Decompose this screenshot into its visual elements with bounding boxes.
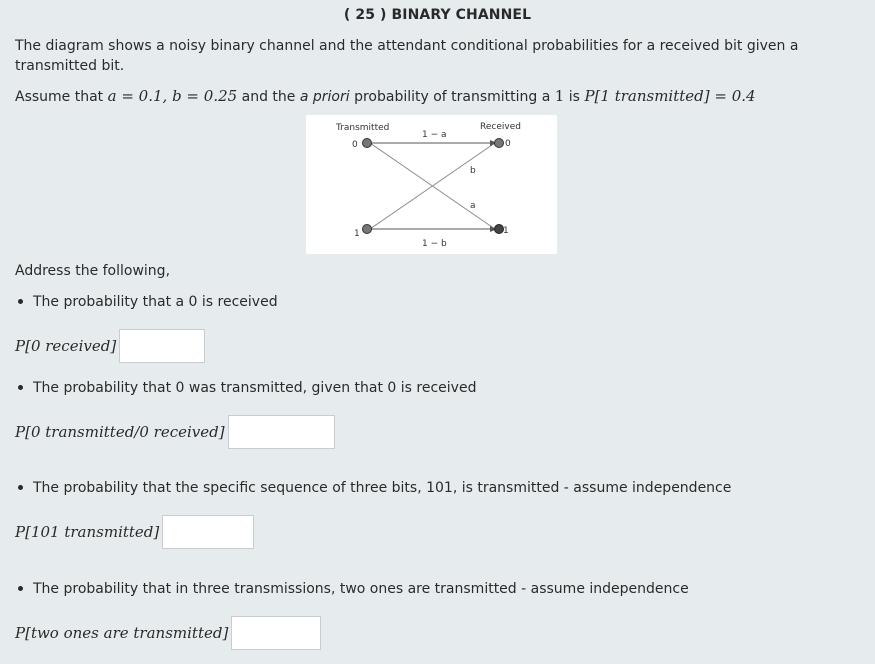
assume-middle: and the — [237, 89, 300, 105]
assume-one: 1 — [554, 87, 565, 105]
question-2-text: The probability that 0 was transmitted, given that 0 is received — [15, 380, 476, 396]
question-3-text: The probability that the specific sequence of three bits, 101, is transmitted - assume independence — [15, 480, 731, 496]
bullet-icon — [18, 385, 23, 390]
assumption-text — [15, 86, 756, 107]
diagram-t1-label: 1 — [354, 229, 360, 239]
diagram-t0-label: 0 — [352, 140, 358, 150]
intro-text: The diagram shows a noisy binary channel and the attendant conditional probabilities for a received bit given a transmitted bit. — [15, 38, 799, 74]
answer-input-1[interactable] — [119, 329, 205, 363]
diagram-1-minus-a-label: 1 − a — [422, 130, 447, 140]
question-1-text: The probability that a 0 is received — [15, 294, 278, 310]
answer-label-2: P[0 transmitted/0 received] — [15, 423, 225, 441]
diagram-transmitted-label: Transmitted — [336, 123, 390, 133]
answer-label-3: P[101 transmitted] — [15, 523, 160, 541]
question-4-text: The probability that in three transmissions, two ones are transmitted - assume independence — [15, 581, 689, 597]
answer-input-2[interactable] — [228, 415, 335, 449]
diagram-received-label: Received — [480, 122, 521, 132]
diagram-b-label: b — [470, 166, 476, 176]
assume-after: probability of transmitting a — [349, 89, 555, 105]
answer-input-4[interactable] — [231, 616, 321, 650]
answer-row-1 — [15, 329, 205, 363]
answer-row-4 — [15, 616, 321, 650]
assume-apriori: a priori — [299, 89, 350, 105]
diagram-r1-label: 1 — [503, 226, 509, 236]
bullet-icon — [18, 485, 23, 490]
transmit-node-0-icon — [363, 139, 372, 148]
bullet-icon — [18, 586, 23, 591]
assume-formula: P[1 transmitted] = 0.4 — [584, 87, 756, 105]
bullet-icon — [18, 299, 23, 304]
assume-is: is — [564, 89, 585, 105]
binary-channel-diagram — [306, 115, 557, 254]
diagram-edge-0-1 — [370, 143, 492, 227]
answer-row-3 — [15, 515, 254, 549]
assume-ab-values: a = 0.1, b = 0.25 — [107, 87, 238, 105]
transmit-node-1-icon — [363, 225, 372, 234]
receive-node-1-icon — [495, 225, 504, 234]
answer-row-2 — [15, 415, 335, 449]
answer-input-3[interactable] — [162, 515, 254, 549]
diagram-edge-1-0 — [370, 145, 492, 229]
assume-prefix: Assume that — [15, 89, 108, 105]
answer-label-4: P[two ones are transmitted] — [15, 624, 229, 642]
diagram-r0-label: 0 — [505, 139, 511, 149]
diagram-1-minus-b-label: 1 − b — [422, 239, 447, 249]
diagram-a-label: a — [470, 201, 476, 211]
question-title: ( 25 ) BINARY CHANNEL — [343, 7, 532, 23]
address-heading: Address the following, — [15, 263, 171, 279]
answer-label-1: P[0 received] — [15, 337, 117, 355]
receive-node-0-icon — [495, 139, 504, 148]
